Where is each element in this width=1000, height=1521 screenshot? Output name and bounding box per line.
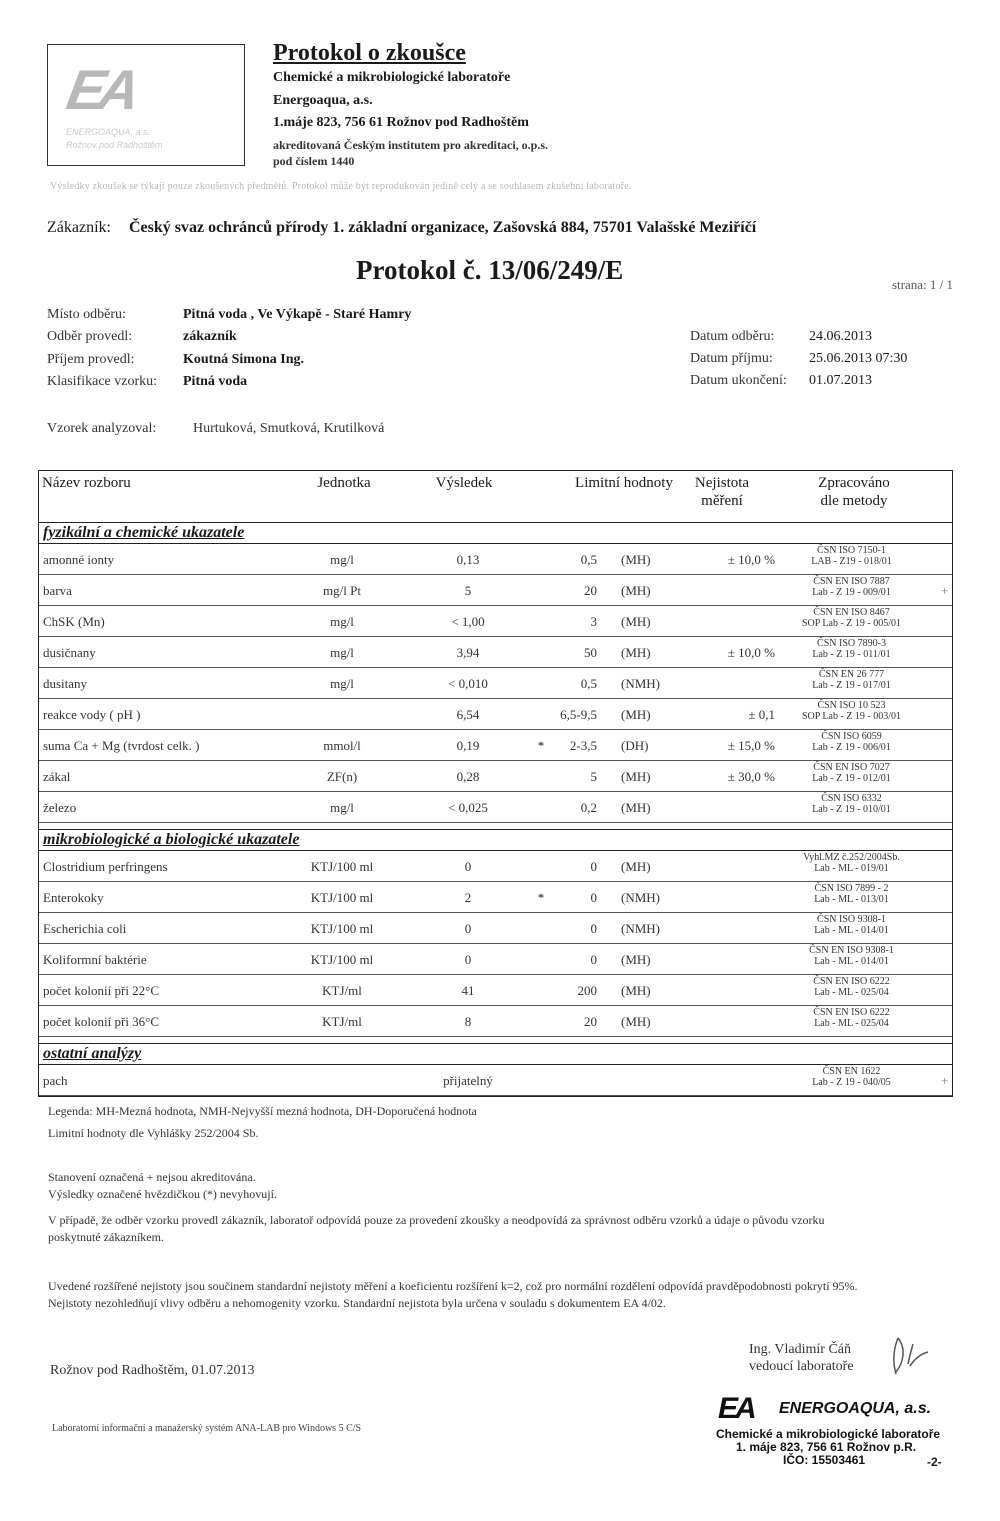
limit-value: 20 (584, 1014, 597, 1029)
table-row (39, 1065, 952, 1096)
limit-type: (NMH) (621, 676, 660, 691)
method-standard: ČSN EN 1622 (822, 1066, 881, 1077)
result-name: zákal (43, 769, 71, 784)
limit-value: 20 (584, 583, 597, 598)
result-name: pach (43, 1073, 68, 1088)
method-standard: ČSN EN ISO 7887 (813, 576, 890, 587)
customer-value: Český svaz ochránců přírody 1. základní organizace, Zašovská 884, 75701 Valašské Meziříčí (128, 219, 757, 236)
star-note: Výsledky označené hvězdičkou (*) nevyhovují. (48, 1187, 277, 1201)
method-procedure: Lab - Z 19 - 040/05 (812, 1077, 891, 1088)
limit-type: (MH) (621, 614, 651, 629)
table-row (39, 1006, 952, 1037)
result-unit: KTJ/ml (322, 1014, 362, 1029)
method-procedure: Lab - Z 19 - 006/01 (812, 742, 891, 753)
limit-value: 0,5 (580, 552, 597, 567)
uncertainty-value: ± 10,0 % (727, 552, 775, 567)
stamp-address: 1. máje 823, 756 61 Rožnov p.R. (736, 1440, 917, 1454)
result-unit: ZF(n) (326, 769, 358, 784)
result-value: 0,28 (456, 769, 480, 784)
limit-value: 2-3,5 (569, 738, 597, 753)
analyzed-by-value: Hurtuková, Smutková, Krutilková (193, 421, 385, 436)
signatory-name: Ing. Vladimír Čáň (749, 1342, 852, 1357)
limit-type: (DH) (621, 738, 649, 753)
table-row (39, 975, 952, 1006)
stamp-brand: ENERGOAQUA, a.s. (779, 1400, 932, 1417)
result-name: počet kolonií při 22°C (43, 983, 160, 998)
result-value: 8 (464, 1014, 472, 1029)
uncertainty-value: ± 10,0 % (727, 645, 775, 660)
table-row (39, 882, 952, 913)
section-title: ostatní analýzy (43, 1045, 142, 1062)
header-uncertainty-1: Nejistota (694, 475, 750, 491)
method-cell (769, 945, 934, 967)
limit-type: (NMH) (621, 890, 660, 905)
customer-line (47, 219, 756, 237)
limit-value: 5 (590, 769, 597, 784)
method-procedure: Lab - Z 19 - 010/01 (812, 804, 891, 815)
limit-value: 3 (590, 614, 597, 629)
limit-value: 200 (577, 983, 597, 998)
limit-value: 50 (584, 645, 597, 660)
section-header (39, 1044, 952, 1065)
result-value: 0 (464, 921, 472, 936)
method-cell (769, 852, 934, 874)
section-title: mikrobiologické a biologické ukazatele (43, 831, 300, 848)
result-name: Escherichia coli (43, 921, 127, 936)
method-cell (769, 545, 934, 567)
limit-type: (MH) (621, 583, 651, 598)
section-gap (39, 823, 952, 830)
section-header (39, 830, 952, 851)
section-header (39, 523, 952, 544)
result-name: suma Ca + Mg (tvrdost celk. ) (43, 738, 200, 753)
sample-class-value: Pitná voda (183, 374, 248, 389)
method-standard: Vyhl.MZ č.252/2004Sb. (803, 852, 900, 863)
result-unit: mmol/l (323, 738, 361, 753)
result-value: < 0,010 (448, 676, 488, 691)
site-value: Pitná voda , Ve Výkapě - Staré Hamry (183, 307, 412, 322)
table-row (39, 761, 952, 792)
result-value: 0,19 (456, 738, 480, 753)
table-row (39, 792, 952, 823)
noncompliance-star: * (537, 890, 545, 905)
method-procedure: Lab - Z 19 - 012/01 (812, 773, 891, 784)
result-unit: KTJ/ml (322, 983, 362, 998)
header-unit: Jednotka (317, 475, 371, 491)
method-procedure: Lab - Z 19 - 009/01 (812, 587, 891, 598)
result-value: 3,94 (456, 645, 480, 660)
stamp-lab-name: Chemické a mikrobiologické laboratoře (716, 1427, 941, 1441)
table-row (39, 637, 952, 668)
method-standard: ČSN ISO 9308-1 (817, 914, 886, 925)
non-accredited-mark: + (941, 1073, 949, 1088)
result-name: Enterokoky (43, 890, 104, 905)
method-standard: ČSN EN ISO 6222 (813, 976, 890, 987)
uncertainty-note: Uvedené rozšířené nejistoty jsou součinem standardní nejistoty měření a koeficientu rozšíření k=2, což pro normální rozdělení odpovídá pravděpodobnosti pokrytí 95%. Nejistoty nezohledňují vlivy odběru a nehomogenity vzorku. Standardní nejistota byla určena v souladu s dokumentem EA 4/02. (48, 1279, 858, 1310)
limit-type: (MH) (621, 769, 651, 784)
date-received-label: Datum příjmu: (690, 351, 773, 366)
method-standard: ČSN EN 26 777 (818, 669, 885, 680)
method-standard: ČSN EN ISO 7027 (813, 762, 890, 773)
method-cell (769, 1066, 934, 1088)
accreditation-number: pod číslem 1440 (273, 154, 355, 168)
method-standard: ČSN EN ISO 9308-1 (809, 945, 894, 956)
limit-value: 0 (590, 952, 597, 967)
method-procedure: Lab - ML - 014/01 (814, 925, 889, 936)
method-cell (769, 669, 934, 691)
section-gap (39, 1037, 952, 1044)
handwritten-signature (884, 1334, 934, 1380)
limit-type: (MH) (621, 983, 651, 998)
result-value: 0 (464, 952, 472, 967)
limit-value: 0,2 (580, 800, 597, 815)
result-value: 5 (464, 583, 472, 598)
method-cell (769, 793, 934, 815)
table-row (39, 699, 952, 730)
sample-class-label: Klasifikace vzorku: (47, 374, 158, 389)
result-value: 2 (464, 890, 472, 905)
accreditation-note: Stanovení označená + nejsou akreditována. (48, 1170, 256, 1184)
sampled-by-label: Odběr provedl: (47, 329, 133, 344)
table-row (39, 575, 952, 606)
uncertainty-value: ± 15,0 % (727, 738, 775, 753)
result-value: 41 (461, 983, 475, 998)
header-result: Výsledek (435, 475, 493, 491)
result-name: Clostridium perfringens (43, 859, 168, 874)
method-procedure: Lab - Z 19 - 011/01 (812, 649, 891, 660)
uncertainty-value: ± 30,0 % (727, 769, 775, 784)
result-name: reakce vody ( pH ) (43, 707, 141, 722)
limit-type: (NMH) (621, 921, 660, 936)
result-name: dusitany (43, 676, 88, 691)
analyzed-by-label: Vzorek analyzoval: (47, 421, 157, 436)
limit-value: 0,5 (580, 676, 597, 691)
customer-label: Zákazník: (47, 219, 111, 236)
method-procedure: Lab - ML - 013/01 (814, 894, 889, 905)
header-method-2: dle metody (820, 493, 888, 509)
company-address: 1.máje 823, 756 61 Rožnov pod Radhoštěm (273, 115, 529, 130)
received-by-value: Koutná Simona Ing. (183, 352, 304, 367)
table-row (39, 544, 952, 575)
method-standard: ČSN ISO 10 523 (817, 700, 886, 711)
result-value: 0 (464, 859, 472, 874)
method-procedure: SOP Lab - Z 19 - 003/01 (801, 711, 902, 722)
site-label: Místo odběru: (47, 307, 126, 322)
company-logo (47, 44, 245, 166)
method-procedure: SOP Lab - Z 19 - 005/01 (801, 618, 902, 629)
method-procedure: Lab - ML - 019/01 (814, 863, 889, 874)
table-row (39, 730, 952, 761)
method-standard: ČSN ISO 6059 (821, 731, 882, 742)
method-standard: ČSN ISO 7890-3 (817, 638, 886, 649)
company-name: Energoaqua, a.s. (273, 93, 373, 108)
signatory-role: vedoucí laboratoře (749, 1359, 854, 1374)
method-standard: ČSN ISO 7899 - 2 (814, 883, 889, 894)
limits-note: Limitní hodnoty dle Vyhlášky 252/2004 Sb. (48, 1126, 259, 1140)
result-value: přijatelný (443, 1073, 493, 1088)
noncompliance-star: * (537, 738, 545, 753)
result-unit: mg/l Pt (323, 583, 361, 598)
result-unit: KTJ/100 ml (310, 952, 374, 967)
result-unit: mg/l (330, 800, 354, 815)
result-value: < 0,025 (448, 800, 488, 815)
logo-city: Rožnov pod Radhoštěm (66, 140, 163, 150)
method-cell (769, 976, 934, 998)
result-unit: mg/l (330, 552, 354, 567)
method-procedure: Lab - ML - 014/01 (814, 956, 889, 967)
method-standard: ČSN EN ISO 8467 (813, 607, 890, 618)
method-procedure: Lab - ML - 025/04 (814, 1018, 889, 1029)
result-name: Koliformní baktérie (43, 952, 147, 967)
method-cell (769, 607, 934, 629)
method-standard: ČSN ISO 6332 (821, 793, 882, 804)
limit-value: 0 (590, 890, 597, 905)
protocol-number: Protokol č. 13/06/249/E (356, 255, 624, 285)
section-title: fyzikální a chemické ukazatele (43, 524, 245, 541)
header-limits: Limitní hodnoty (575, 475, 673, 491)
table-row (39, 944, 952, 975)
table-row (39, 668, 952, 699)
result-value: < 1,00 (451, 614, 485, 629)
sampled-by-value: zákazník (183, 329, 237, 344)
method-cell (769, 883, 934, 905)
limit-type: (MH) (621, 552, 651, 567)
result-unit: KTJ/100 ml (310, 859, 374, 874)
result-name: ChSK (Mn) (43, 614, 105, 629)
legend-note: Legenda: MH-Mezná hodnota, NMH-Nejvyšší mezná hodnota, DH-Doporučená hodnota (48, 1104, 477, 1118)
received-by-label: Příjem provedl: (47, 352, 135, 367)
limit-type: (MH) (621, 1014, 651, 1029)
date-finished-label: Datum ukončení: (690, 373, 787, 388)
method-cell (769, 638, 934, 660)
result-name: dusičnany (43, 645, 96, 660)
page-number: strana: 1 / 1 (891, 277, 953, 292)
software-footer: Laboratorní informační a manažerský systém ANA-LAB pro Windows 5 C/S (52, 1423, 362, 1434)
header-uncertainty-2: měření (701, 493, 743, 509)
method-cell (769, 576, 934, 598)
header-method-1: Zpracováno (818, 475, 890, 491)
limit-value: 0 (590, 859, 597, 874)
limit-type: (MH) (621, 800, 651, 815)
result-value: 6,54 (456, 707, 480, 722)
date-received-value: 25.06.2013 07:30 (809, 351, 908, 366)
uncertainty-value: ± 0,1 (748, 707, 775, 722)
place-and-date: Rožnov pod Radhoštěm, 01.07.2013 (50, 1363, 255, 1378)
method-procedure: LAB - Z19 - 018/01 (811, 556, 892, 567)
limit-value: 0 (590, 921, 597, 936)
result-unit: mg/l (330, 676, 354, 691)
logo-company-name: ENERGOAQUA, a.s. (66, 127, 151, 137)
table-row (39, 851, 952, 882)
logo-mark: EA (62, 58, 140, 121)
result-unit: KTJ/100 ml (310, 890, 374, 905)
lab-name: Chemické a mikrobiologické laboratoře (273, 70, 511, 85)
method-cell (769, 914, 934, 936)
disclaimer: Výsledky zkoušek se týkají pouze zkoušených předmětů. Protokol může být reprodukován jedině celý a se souhlasem zkušební laboratoře. (50, 181, 632, 192)
result-unit: KTJ/100 ml (310, 921, 374, 936)
result-unit: mg/l (330, 645, 354, 660)
result-unit: mg/l (330, 614, 354, 629)
date-sampled-value: 24.06.2013 (809, 329, 872, 344)
table-body (39, 523, 952, 1096)
limit-type: (MH) (621, 952, 651, 967)
non-accredited-mark: + (941, 583, 949, 598)
limit-type: (MH) (621, 645, 651, 660)
result-name: barva (43, 583, 72, 598)
result-name: železo (43, 800, 77, 815)
date-finished-value: 01.07.2013 (809, 373, 872, 388)
stamp-company-id: IČO: 15503461 (783, 1453, 866, 1467)
document-title: Protokol o zkoušce (273, 40, 466, 66)
limit-type: (MH) (621, 707, 651, 722)
table-row (39, 913, 952, 944)
method-cell (769, 700, 934, 722)
method-cell (769, 731, 934, 753)
header-name: Název rozboru (42, 475, 131, 491)
limit-value: 6,5-9,5 (560, 707, 597, 722)
result-name: počet kolonií při 36°C (43, 1014, 160, 1029)
accreditation-line: akreditovaná Českým institutem pro akreditaci, o.p.s. (273, 138, 549, 152)
method-procedure: Lab - Z 19 - 017/01 (812, 680, 891, 691)
method-cell (769, 1007, 934, 1029)
results-table (38, 470, 953, 1097)
table-row (39, 606, 952, 637)
method-procedure: Lab - ML - 025/04 (814, 987, 889, 998)
stamp-logo: EA (718, 1392, 754, 1425)
sampling-note: V případě, že odběr vzorku provedl zákazník, laboratoř odpovídá pouze za provedení zkoušky a neodpovídá za správnost odběru vzorků a údaje o původu vzorku poskytnuté zákazníkem. (48, 1213, 825, 1244)
method-standard: ČSN ISO 7150-1 (817, 545, 886, 556)
date-sampled-label: Datum odběru: (690, 329, 775, 344)
result-name: amonné ionty (43, 552, 115, 567)
method-standard: ČSN EN ISO 6222 (813, 1007, 890, 1018)
page-tag: -2- (927, 1455, 942, 1469)
method-cell (769, 762, 934, 784)
result-value: 0,13 (456, 552, 480, 567)
limit-type: (MH) (621, 859, 651, 874)
table-header (39, 471, 952, 523)
